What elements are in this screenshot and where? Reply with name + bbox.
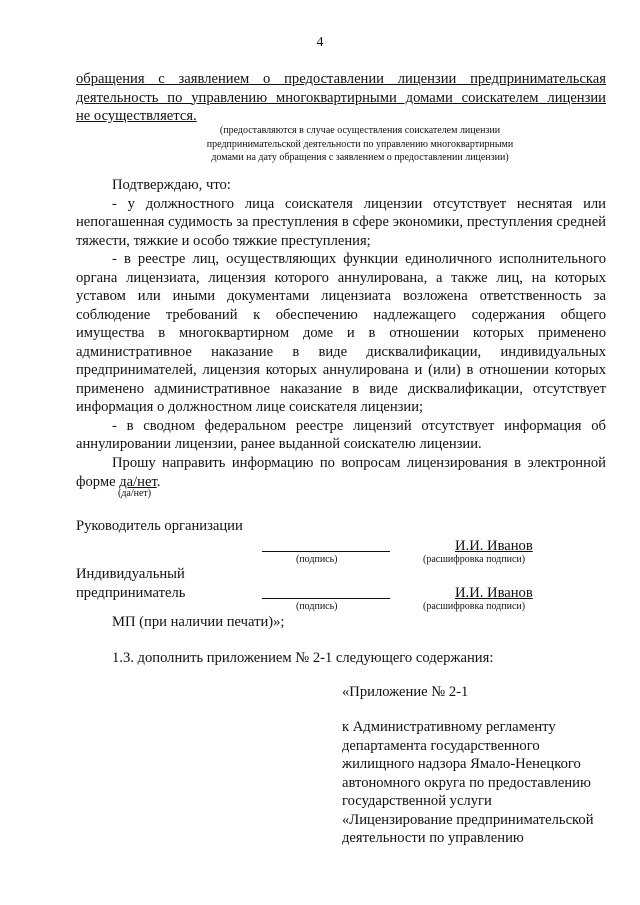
ip-decode-caption: (расшифровка подписи) — [423, 601, 526, 612]
seal-text: МП (при наличии печати)»; — [112, 614, 285, 630]
intro-paragraph — [76, 70, 606, 126]
appendix-line-2: департамента государственного — [342, 737, 540, 754]
ip-label-line-2: предприниматель — [76, 585, 186, 601]
appendix-line-5: государственной услуги — [342, 793, 492, 809]
page-number: 4 — [316, 35, 324, 50]
appendix-line-6: «Лицензирование предпринимательской — [342, 811, 594, 828]
intro-note-line-2: предпринимательской деятельности по управлению многоквартирными — [206, 138, 514, 150]
ip-sign-caption: (подпись) — [296, 601, 338, 612]
head-decode-caption: (расшифровка подписи) — [423, 554, 526, 565]
head-name: И.И. Иванов — [455, 538, 533, 554]
appendix-line-4: автономного округа по предоставлению — [342, 774, 591, 791]
request-choice: да/нет — [119, 473, 157, 490]
request-end: . — [156, 473, 161, 490]
intro-line-2: деятельность по управлению многоквартирными домами соискателем лицензии — [76, 89, 606, 106]
intro-note-line-1: (предоставляются в случае осуществления соискателем лицензии — [219, 125, 501, 136]
amendment-text: 1.3. дополнить приложением № 2-1 следующего содержания: — [112, 650, 494, 666]
confirm-item-3: - в сводном федеральном реестре лицензий отсутствует информация об аннулировании лицензии, ранее выданной соискателю лицензии. — [76, 417, 606, 452]
request-note: (да/нет) — [118, 488, 152, 499]
intro-note-line-3: домами на дату обращения с заявлением о предоставлении лицензии) — [211, 152, 509, 163]
request-text: Прошу направить информацию по вопросам лицензирования в электронной форме — [76, 455, 606, 490]
appendix-title: «Приложение № 2-1 — [342, 684, 469, 700]
confirm-item-1: - у должностного лица соискателя лицензии отсутствует неснятая или непогашенная судимость за преступления в сфере экономики, преступления средней тяжести, тяжкие и особо тяжкие преступления; — [76, 195, 606, 249]
appendix-caption — [342, 718, 622, 848]
appendix-line-3: жилищного надзора Ямало-Ненецкого — [342, 756, 581, 772]
intro-note — [150, 124, 570, 165]
ip-name: И.И. Иванов — [455, 585, 533, 601]
appendix-line-7: деятельности по управлению — [342, 830, 524, 846]
head-signature-line — [262, 551, 390, 552]
confirm-heading: Подтверждаю, что: — [112, 177, 231, 193]
confirm-block — [76, 176, 606, 454]
request-paragraph — [76, 454, 606, 491]
appendix-line-1: к Административному регламенту — [342, 719, 556, 735]
head-label: Руководитель организации — [76, 518, 243, 534]
intro-line-1: обращения с заявлением о предоставлении лицензии предпринимательская — [76, 71, 606, 87]
ip-signature-line — [262, 598, 390, 599]
head-sign-caption: (подпись) — [296, 554, 338, 565]
intro-line-3: не осуществляется. — [76, 108, 197, 124]
ip-label-line-1: Индивидуальный — [76, 566, 185, 582]
confirm-item-2: - в реестре лиц, осуществляющих функции единоличного исполнительного органа лицензиата, лицензия которого аннулирована, а также лиц, на которых уставом или иными документами лицензиата возложена ответственность за соблюдение требований к обеспечению надлежащего содержания общего имущества в многоквартирном доме и в отношении которых применено административное наказание в виде дисквалификации, индивидуальных предпринимателей, лицензия которых аннулирована и (или) в отношении которых применено административное наказание в виде дисквалификации, отсутствует информация о должностном лице соискателя лицензии; — [76, 251, 606, 415]
